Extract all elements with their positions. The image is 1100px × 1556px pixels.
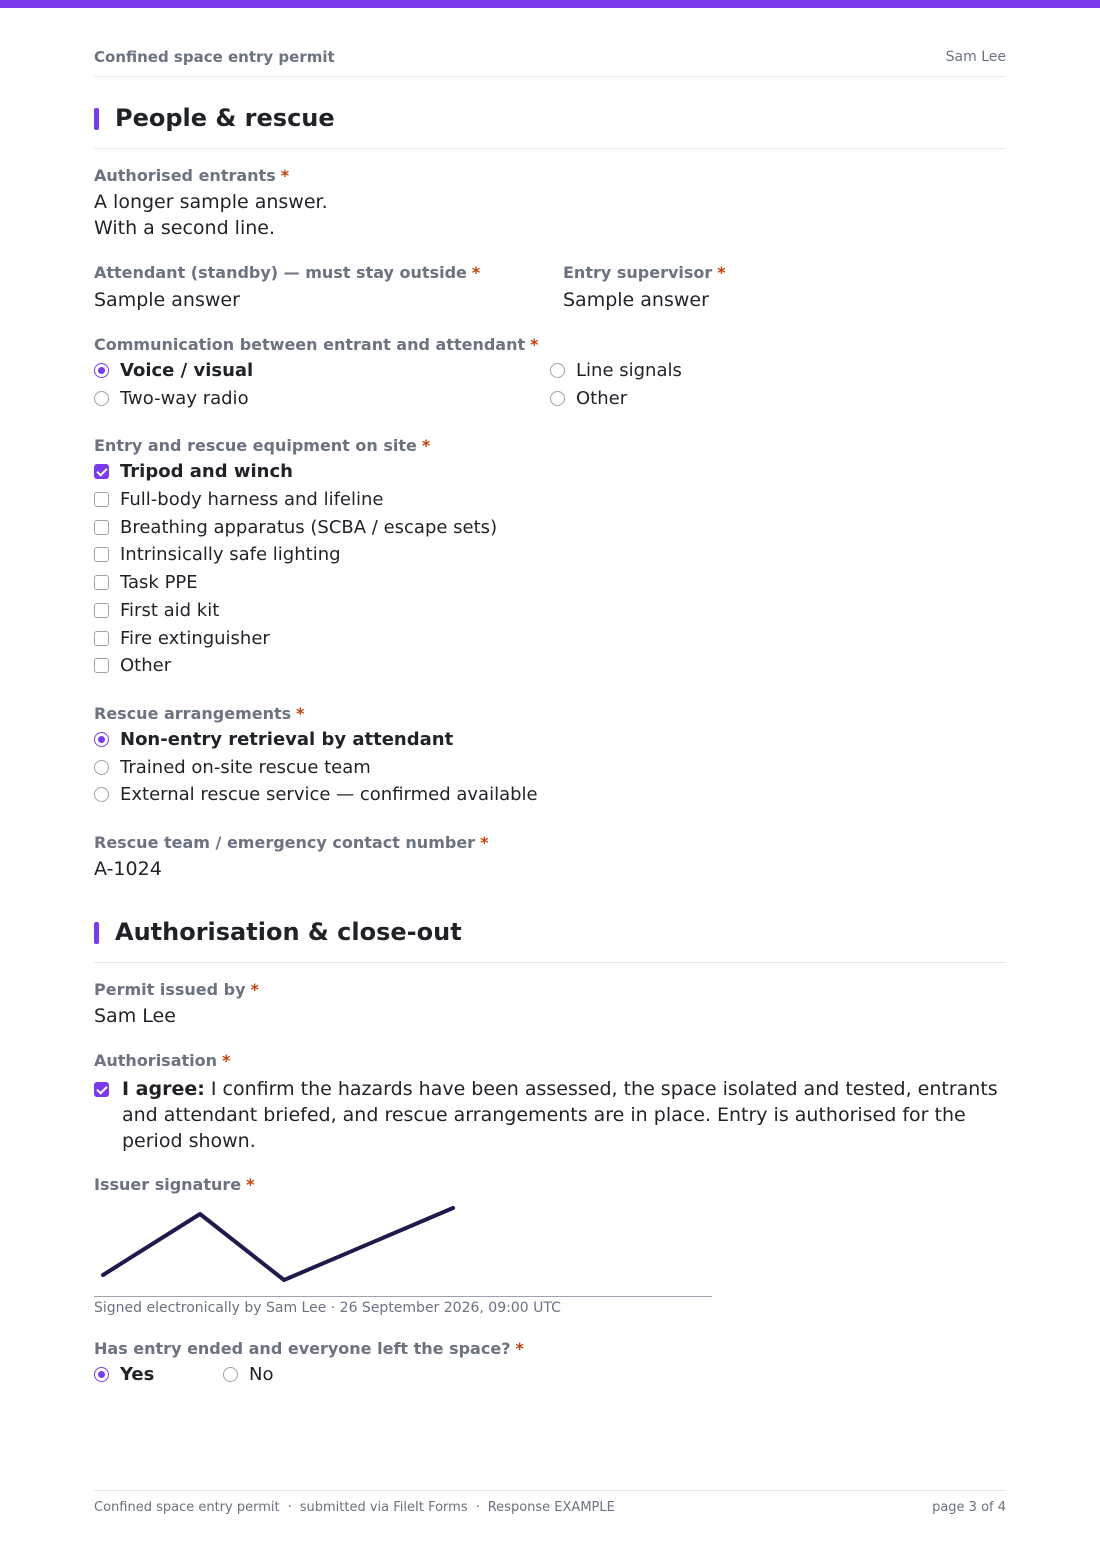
field-label-equipment: Entry and rescue equipment on site * [94,436,431,455]
page-footer [94,1490,1006,1521]
section-title: People & rescue [115,104,335,132]
required-marker: * [222,1051,231,1070]
checkbox-empty-icon [94,547,109,562]
section-heading-people-rescue [94,104,1006,149]
field-label-authorised-entrants: Authorised entrants * [94,166,290,185]
authorised-entrants-line-2: With a second line. [94,217,275,239]
field-label-communication: Communication between entrant and attendant * [94,335,539,354]
radio-empty-icon [550,363,565,378]
attendant-value: Sample answer [94,289,240,311]
running-header [94,48,1006,77]
radio-empty-icon [94,787,109,802]
header-user-name: Sam Lee [945,49,1006,65]
checkbox-empty-icon [94,658,109,673]
radio-selected-icon [94,732,109,747]
checkbox-empty-icon [94,575,109,590]
authorisation-agreement[interactable] [94,1076,1006,1154]
required-marker: * [480,833,489,852]
signature-drawing [94,1200,712,1296]
permit-issued-by-value: Sam Lee [94,1005,176,1027]
section-accent-bar [94,108,99,130]
checkbox-checked-icon [94,1082,109,1097]
field-label-entry-supervisor: Entry supervisor * [563,263,726,282]
agreement-lead: I agree: [122,1078,205,1100]
checkbox-empty-icon [94,520,109,535]
required-marker: * [246,1175,255,1194]
required-marker: * [296,704,305,723]
field-label-permit-issued-by: Permit issued by * [94,980,259,999]
signature-box [94,1200,712,1297]
required-marker: * [515,1339,524,1358]
field-label-rescue-arrangements: Rescue arrangements * [94,704,305,723]
checkbox-empty-icon [94,631,109,646]
field-label-emergency-contact: Rescue team / emergency contact number * [94,833,489,852]
section-title: Authorisation & close-out [115,918,462,946]
accent-top-bar [0,0,1100,8]
footer-info: Confined space entry permit · submitted via FileIt Forms · Response EXAMPLE [94,1500,615,1515]
form-title: Confined space entry permit [94,48,335,66]
agreement-body: I confirm the hazards have been assessed, the space isolated and tested, entrants and attendant briefed, and rescue arrangements are in place. Entry is authorised for the period shown. [122,1078,998,1152]
required-marker: * [471,263,481,282]
field-label-issuer-signature: Issuer signature * [94,1175,255,1194]
radio-selected-icon [94,1367,109,1382]
radio-selected-icon [94,363,109,378]
checkbox-checked-icon [94,464,109,479]
required-marker: * [530,335,539,354]
agreement-text [122,1076,1006,1154]
field-label-authorisation: Authorisation * [94,1051,231,1070]
radio-empty-icon [550,391,565,406]
page-number: page 3 of 4 [932,1500,1006,1515]
checkbox-empty-icon [94,603,109,618]
field-label-attendant: Attendant (standby) — must stay outside * [94,263,481,282]
radio-empty-icon [94,760,109,775]
required-marker: * [421,436,431,455]
field-label-entry-ended: Has entry ended and everyone left the space? * [94,1339,524,1358]
checkbox-empty-icon [94,492,109,507]
entry-supervisor-value: Sample answer [563,289,709,311]
signature-caption: Signed electronically by Sam Lee · 26 September 2026, 09:00 UTC [94,1300,561,1316]
required-marker: * [250,980,259,999]
radio-empty-icon [223,1367,238,1382]
radio-empty-icon [94,391,109,406]
required-marker: * [280,166,290,185]
authorised-entrants-line-1: A longer sample answer. [94,191,328,213]
emergency-contact-value: A-1024 [94,858,162,880]
section-accent-bar [94,922,99,944]
required-marker: * [717,263,726,282]
section-heading-authorisation [94,918,1006,963]
